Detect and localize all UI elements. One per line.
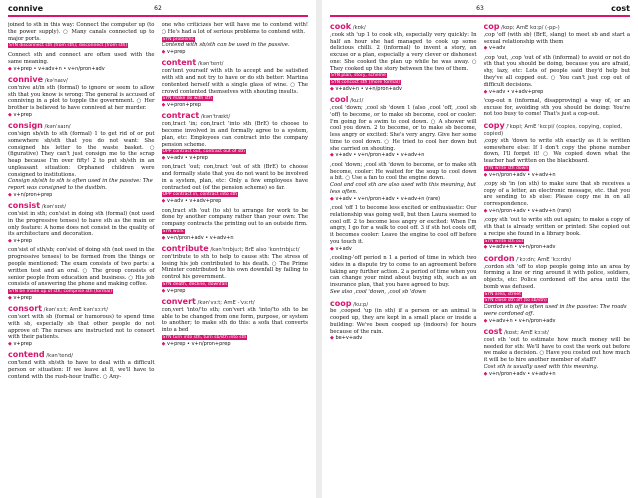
grammar-pattern-text: v+adv xyxy=(488,45,506,52)
dictionary-entry xyxy=(330,205,477,252)
headword-line xyxy=(484,121,631,138)
grammar-pattern xyxy=(162,288,309,294)
synonym-tag: SYN write sth out xyxy=(484,238,524,244)
diamond-icon: ◆ xyxy=(8,238,14,245)
definition-text: ,copy sb 'in (on sth) to make sure that sb receives a copy of a letter, an electronic message, etc. that you are sending to sb else: Please copy me in on all correspondence. xyxy=(483,180,630,208)
definition-text: con,tract 'out; con,tract 'out of sth (BrE) to choose and formally state that you do not want to be involved in a system, plan, etc: Only a few employees have contracted out (of the pension scheme) so far. xyxy=(161,164,308,191)
definition-text: Connect sth and connect are often used with the same meaning. xyxy=(8,52,155,65)
right-page-column-1 xyxy=(330,22,477,494)
dictionary-entry xyxy=(484,121,631,178)
headword: cordon xyxy=(483,253,515,263)
dictionary-entry xyxy=(8,201,155,244)
headword: consort xyxy=(8,304,42,314)
synonym-line xyxy=(162,228,309,235)
grammar-pattern xyxy=(8,112,155,118)
synonym-tag: OPP contract in, contract into sth xyxy=(162,192,238,198)
running-head-right: cost xyxy=(611,4,630,13)
synonym-tag: SYN be made up of sth; comprise sth (formal) xyxy=(9,289,112,295)
grammar-pattern-text: v+adv+n • v+n/pron+adv xyxy=(488,317,556,324)
grammar-pattern xyxy=(8,66,155,72)
grammar-pattern-text: v+pron+prep xyxy=(166,102,201,109)
right-page-header xyxy=(330,3,630,17)
pronunciation: /kuːp/ xyxy=(353,301,369,308)
grammar-pattern xyxy=(484,244,631,250)
definition-text: con,vert 'into/'to sth; con'vert sth 'into/'to sth to be able to be changed from one form, purpose, or system to another; to make sth do this: a sofa that converts into a bed xyxy=(161,306,308,334)
grammar-pattern-text: v+adv • v+adv+prep xyxy=(488,88,544,95)
headword-line xyxy=(162,297,309,307)
dictionary-entry xyxy=(484,55,631,95)
definition-text: ,cook sth 'up 1 to cook sth, especially very quickly: In half an hour she had managed to cook up some delicious chilli. 2 (informal) to invent a story, an excuse or a plan, especially a very clever or dishonest one: She cooked the plan up while he was away. ○ They cooked up the story between the two of them. xyxy=(330,31,477,72)
diamond-icon: ◆ xyxy=(483,88,489,95)
grammar-pattern xyxy=(162,49,309,55)
diamond-icon: ◆ xyxy=(161,234,167,241)
diamond-icon: ◆ xyxy=(161,49,167,56)
headword: cool xyxy=(330,95,349,105)
diamond-icon: ◆ xyxy=(161,155,167,162)
headword: cop xyxy=(483,22,500,31)
definition-text: ,cop 'off (with sb) (BrE, slang) to meet sb and start a sexual relationship with them xyxy=(483,31,630,45)
left-page-column-2 xyxy=(162,22,309,494)
headword-line xyxy=(330,95,477,105)
synonym-line xyxy=(162,281,309,288)
synonym-tag: SYN close sth off (to sb/sth) xyxy=(484,298,547,304)
grammar-pattern xyxy=(484,318,631,324)
right-page-column-2 xyxy=(484,22,631,494)
synonym-tag: SYN write sth down xyxy=(484,165,529,171)
grammar-pattern xyxy=(484,208,631,214)
grammar-pattern-text: v+adv • v+n/pron+adv • v+adv+n (rare) xyxy=(335,195,441,202)
synonym-tag: OPP contract out, contract out of sth xyxy=(162,149,245,155)
headword-line xyxy=(484,22,631,32)
synonym-line xyxy=(162,148,309,155)
pronunciation: /kənˈsaɪn/ xyxy=(44,124,71,131)
synonym-line xyxy=(484,238,631,245)
definition-text: one who criticizes her will have me to contend with! ○ He's had a lot of serious problems to contend with. xyxy=(161,22,308,35)
headword: contend xyxy=(8,350,45,360)
pronunciation: /kɒp; AmE kɑːp/ (-pp-) xyxy=(501,25,560,31)
dictionary-entry xyxy=(330,299,477,342)
diamond-icon: ◆ xyxy=(483,171,489,178)
synonym-line xyxy=(484,297,631,304)
headword: convert xyxy=(161,297,196,307)
grammar-pattern-text: v+n/pron+adv • v+adv+n xyxy=(488,171,556,178)
pronunciation: /kɒst; AmE kɔːst/ xyxy=(504,330,549,337)
synonym-line xyxy=(8,288,155,295)
headword-line xyxy=(484,254,631,264)
dictionary-entry xyxy=(484,22,631,52)
dictionary-entry xyxy=(484,98,631,118)
grammar-pattern xyxy=(8,341,155,347)
grammar-pattern xyxy=(484,172,631,178)
diamond-icon: ◆ xyxy=(8,341,14,348)
headword-line xyxy=(162,244,309,254)
grammar-pattern xyxy=(162,235,309,241)
left-page-header xyxy=(8,3,308,17)
diamond-icon: ◆ xyxy=(8,111,14,118)
dictionary-entry xyxy=(484,327,631,377)
diamond-icon: ◆ xyxy=(330,85,336,92)
definition-text: be ,cooped 'up (in sth) if a person or an animal is cooped up, they are kept in a small place or inside a building: We've been cooped up (indoors) for hours because of the rain. xyxy=(330,308,477,335)
grammar-pattern xyxy=(8,192,155,198)
headword: cost xyxy=(483,327,503,337)
page-number-left: 62 xyxy=(154,5,162,12)
grammar-pattern-text: v+prep xyxy=(13,341,32,348)
grammar-pattern xyxy=(8,295,155,301)
synonym-line xyxy=(162,95,309,102)
grammar-pattern-text: v+prep xyxy=(13,238,32,245)
pronunciation: /kʊk/ xyxy=(352,25,366,31)
headword-line xyxy=(162,111,309,121)
grammar-pattern-text: be+v+adv xyxy=(335,335,363,342)
headword-line xyxy=(484,327,631,337)
dictionary-entry xyxy=(162,297,309,347)
definition-text: con'sist of sth/sb; con'sist of doing sth (not used in the progressive tenses) to be formed from the things or people mentioned: The exam consists of two parts: a written test and an oral. ○ The group consists of senior people from education and business. ○ His job consists of answering the phone and making coffee. xyxy=(8,247,155,288)
definition-text: con'tend with sb/sth to have to deal with a difficult person or situation: If we leave at 8, we'll have to contend with the rush-hour traffic. ○ Any- xyxy=(8,360,155,380)
usage-note: Consign sb/sth to sth is often used in the passive: The report was consigned to the dustbin. xyxy=(8,178,153,192)
pronunciation: /kənˈtent/ xyxy=(197,61,224,68)
diamond-icon: ◆ xyxy=(483,370,489,377)
diamond-icon: ◆ xyxy=(161,287,167,294)
synonym-line xyxy=(162,334,309,341)
dictionary-entry xyxy=(8,75,155,118)
grammar-pattern-text: v+prep • v+n/pron+prep xyxy=(166,340,231,347)
headword-line xyxy=(162,58,309,68)
synonym-tag: SYN disconnect sth (from sth); disconnect (from sth) xyxy=(9,43,128,49)
grammar-pattern-text: v+adv • v+prep xyxy=(166,155,208,162)
headword-line xyxy=(330,22,477,32)
grammar-pattern xyxy=(162,198,309,204)
pronunciation: /ˈkɔːdn; AmE ˈkɔːrdn/ xyxy=(516,256,572,263)
grammar-pattern xyxy=(330,246,477,252)
definition-text: con'sort with sb (formal or humorous) to spend time with sb, especially sb that other people do not approve of: The nurses are instructed not to consort with their patients. xyxy=(8,313,155,341)
pronunciation: /kənˈsɪst/ xyxy=(41,204,66,211)
diamond-icon: ◆ xyxy=(330,152,336,159)
dictionary-entry xyxy=(8,247,155,301)
synonym-line xyxy=(330,79,477,86)
headword: contribute xyxy=(161,244,209,254)
dictionary-entry xyxy=(484,254,631,324)
diamond-icon: ◆ xyxy=(483,208,489,215)
synonym-tag: SYN work xyxy=(162,228,184,234)
pronunciation: /kənˈtrɪbjuːt; BrE also ˈkɒntrɪbjuːt/ xyxy=(210,247,300,254)
running-head-left: connive xyxy=(8,4,44,13)
grammar-pattern xyxy=(484,89,631,95)
definition-text: ,cool 'down; ,cool sth 'down to become, or to make sth become, cooler: He waited for the soup to cool down a bit. ○ Use a fan to cool the engine down. xyxy=(330,161,477,182)
synonym-tag: SYN problems xyxy=(162,36,194,42)
synonym-line xyxy=(484,291,631,298)
grammar-pattern-text: v+n/pron+adv • v+adv+n xyxy=(488,370,556,377)
dictionary-entry xyxy=(8,52,155,72)
grammar-pattern-text: v+prep xyxy=(13,111,32,118)
definition-text: ,copy sth 'out to write sth out again; to make a copy of sth that is already written or printed: She copied out a recipe she found in a library book. xyxy=(483,217,630,237)
grammar-pattern xyxy=(330,335,477,341)
diamond-icon: ◆ xyxy=(330,195,336,202)
grammar-pattern xyxy=(162,155,309,161)
synonym-tag: SYN death, decline, downfall xyxy=(162,281,227,287)
grammar-pattern-text: v+prep • v+adv+n • v+n/pron+adv xyxy=(13,65,105,72)
headword-line xyxy=(8,75,155,85)
dictionary-entry xyxy=(330,95,477,159)
diamond-icon: ◆ xyxy=(330,335,336,342)
grammar-pattern-text: v+prep xyxy=(13,294,32,301)
headword: cook xyxy=(330,22,352,31)
grammar-pattern-text: v+prep xyxy=(166,287,186,294)
definition-text: con,tract sth 'out (to sb) to arrange for work to be done by another company rather than your own: The company contracts the printing out to an outside firm. xyxy=(161,207,308,228)
left-page-column-1 xyxy=(8,22,155,494)
pronunciation: /kənˈtend/ xyxy=(46,353,74,360)
pronunciation: /kənˈsɔːt; AmE kənˈsɔːrt/ xyxy=(43,307,109,314)
synonym-line xyxy=(484,165,631,172)
dictionary-entry xyxy=(330,162,477,202)
grammar-pattern-text: v+prep xyxy=(166,49,186,56)
grammar-pattern xyxy=(8,238,155,244)
pronunciation: /kəˈnaɪv/ xyxy=(44,77,68,84)
grammar-pattern-text: v+adv+n • v+n/pron+adv xyxy=(335,85,403,92)
pronunciation: /kənˈtrækt/ xyxy=(200,114,231,121)
definition-text: con'tribute to sth to help to cause sth: The stress of losing his job contributed to his death. ○ The Prime Minister contributed to his own downfall by failing to control his government. xyxy=(161,253,308,281)
synonym-line xyxy=(330,72,477,79)
usage-note: Cost sth is usually used with this meaning. xyxy=(483,363,599,370)
grammar-pattern xyxy=(484,45,631,51)
synonym-line xyxy=(162,191,309,198)
pronunciation: /kənˈvɜːt; AmE -ˈvɜːrt/ xyxy=(197,300,255,307)
headword: connive xyxy=(8,74,44,84)
headword: consign xyxy=(8,121,43,131)
headword: consist xyxy=(8,201,41,211)
diamond-icon: ◆ xyxy=(8,65,14,72)
headword: coop xyxy=(330,298,352,308)
dictionary-entry xyxy=(162,58,309,108)
diamond-icon: ◆ xyxy=(483,45,489,52)
diamond-icon: ◆ xyxy=(330,245,336,252)
usage-note: Cool and cool sth are also used with this meaning, but less often. xyxy=(330,182,477,195)
usage-note: Cordon sth off is often used in the passive: The roads were cordoned off. xyxy=(483,304,627,317)
grammar-pattern-text: v+n/pron+prep xyxy=(13,191,53,198)
dictionary-entry xyxy=(484,217,631,250)
definition-text: con'sign sb/sth to sth (formal) 1 to get rid of or put somewhere sb/sth that you do not want: She consigned his letter to the waste basket. ○ (figurative) They can't just consign me to the scrap heap because I'm over fifty! 2 to put sb/sth in an unpleasant situation: Orphaned children were consigned to institutions. xyxy=(8,130,155,178)
headword-line xyxy=(8,304,155,314)
left-page xyxy=(0,0,316,498)
diamond-icon: ◆ xyxy=(161,102,167,109)
grammar-pattern-text: v+adv+n • v+n/pron+adv xyxy=(488,244,556,251)
headword: copy xyxy=(483,121,505,131)
diamond-icon: ◆ xyxy=(483,244,489,251)
definition-text: con'nive at/in sth (formal) to ignore or seem to allow sth that you know is wrong: The general is accused of conniving in a plot to topple the government. ○ Her brother is believed to have connived at her murder. xyxy=(8,84,155,112)
grammar-pattern-text: v+adv xyxy=(335,245,352,252)
pronunciation: /ˈkɒpi; AmE ˈkɑːpi/ (copies, copying, copied, copied) xyxy=(483,124,623,137)
dictionary-entry xyxy=(162,164,309,204)
synonym-tag: SYN concoct sth (more formal) xyxy=(331,80,400,86)
grammar-pattern xyxy=(162,341,309,347)
grammar-pattern xyxy=(484,371,631,377)
synonym-tag: SYN plan, story, scheme xyxy=(331,73,386,79)
definition-text: con,tract 'in; con,tract 'into sth (BrE) to choose to become involved in and formally agree to a system, plan, etc: Employees can contract into the company pension scheme. xyxy=(161,121,308,148)
definition-text: ,cool 'off 1 to become less excited or enthusiastic: Our relationship was going well, but then Laura seemed to cool off. 2 to become less angry or excited: When I'm angry, I go for a walk to cool off. 3 if sth hot cools off, it becomes cooler: Leave the engine to cool off before you touch it. xyxy=(330,205,477,245)
diamond-icon: ◆ xyxy=(161,340,167,347)
definition-text: ,cop 'out, ,cop 'out of sth (informal) to avoid or not do sth that you should be doing, because you are afraid, shy, lazy, etc: Lots of people said they'd help but they've all copped out. ○ You can't just cop out of difficult decisions. xyxy=(483,54,630,88)
synonym-tag: SYN make do with sth xyxy=(162,96,212,102)
synonym-tag: SYN turn into sth, turn sb/sth into sth xyxy=(162,334,247,340)
definition-text: con'tent yourself with sth to accept and be satisfied with sth and not try to have or do sth better: Martina contented herself with a single glass of wine. ○ The crowd contented themselves with shouting insults. xyxy=(161,68,308,95)
definition-text: joined to sth in this way: Connect the computer up (to the power supply). ○ Many canals connected up to major ports. xyxy=(8,22,155,42)
diamond-icon: ◆ xyxy=(161,198,167,205)
definition-text: ,cooling-'off period n 1 a period of time in which two sides in a dispute try to come to an agreement before taking any further action. 2 a period of time when you can change your mind about buying sth, such as an insurance plan, that you have agreed to buy. xyxy=(330,255,477,289)
headword: contract xyxy=(161,111,200,121)
usage-note: Contend with sb/sth can be used in the passive. xyxy=(161,42,290,49)
dictionary-entry xyxy=(162,111,309,161)
definition-text: ,cordon sth 'off to stop people going into an area by forming a line or ring around it with police, soldiers, objects, etc: Police cordoned off the area until the bomb was defused. xyxy=(483,263,630,290)
grammar-pattern xyxy=(330,86,477,92)
headword: content xyxy=(161,58,197,68)
grammar-pattern-text: v+adv • v+adv+prep xyxy=(166,198,222,205)
headword-line xyxy=(8,201,155,211)
grammar-pattern xyxy=(330,152,477,158)
grammar-pattern xyxy=(162,102,309,108)
diamond-icon: ◆ xyxy=(483,317,489,324)
dictionary-entry xyxy=(8,350,155,380)
dictionary-entry xyxy=(8,22,155,49)
pronunciation: /kuːl/ xyxy=(350,98,364,105)
dictionary-entry xyxy=(8,121,155,198)
dictionary-entry xyxy=(8,304,155,347)
definition-text: con'sist in sth; con'sist in doing sth (formal) (not used in the progressive tenses) to have sth as the main or only feature: A home does not consist in the quality of its architecture and decoration. xyxy=(8,211,155,238)
definition-text: cost sth 'out to estimate how much money will be needed for sth: We'll have to cost the work out before we make a decision. ○ Have you costed out how much it will be to hire another member of staff? xyxy=(483,336,630,364)
synonym-line xyxy=(8,42,155,49)
synonym-tag: SYN area, street xyxy=(484,291,521,297)
right-page xyxy=(322,0,638,498)
synonym-line xyxy=(162,36,309,43)
headword-line xyxy=(330,299,477,309)
diamond-icon: ◆ xyxy=(8,294,14,301)
diamond-icon: ◆ xyxy=(8,191,14,198)
dictionary-entry xyxy=(484,181,631,214)
definition-text: ,cool 'down; ,cool sb 'down 1 (also ,cool 'off, ,cool sb 'off) to become, or to make sb become, cool or cooler: I'm going for a swim to cool down. ○ A shower will cool you down. 2 to become, or to make sb become, less angry or excited: She's very angry. Give her some time to cool down. ○ He tried to cool her down but she carried on shouting. xyxy=(330,105,477,152)
page-number-right: 63 xyxy=(476,5,484,12)
headword-line xyxy=(8,350,155,360)
dictionary-entry xyxy=(330,22,477,92)
grammar-pattern-text: v+n/pron+adv • v+adv+n (rare) xyxy=(488,208,572,215)
definition-text: ,copy sth 'down to write sth exactly as it is written somewhere else: If I don't copy the phone number down, I'll forget it! ○ We copied down what the teacher had written on the blackboard. xyxy=(483,137,630,165)
usage-note: See also ,cool 'down, ,cool sb 'down xyxy=(330,288,426,295)
grammar-pattern-text: v+n/pron+adv • v+adv+n xyxy=(166,234,234,241)
headword-line xyxy=(8,121,155,131)
grammar-pattern-text: v+adv • v+n/pron+adv • v+adv+n xyxy=(335,152,425,159)
dictionary-entry xyxy=(330,255,477,296)
dictionary-entry xyxy=(162,208,309,241)
dictionary-entry xyxy=(162,22,309,55)
dictionary-entry xyxy=(162,244,309,294)
grammar-pattern xyxy=(330,196,477,202)
definition-text: 'cop-out n (informal, disapproving) a way of, or an excuse for, avoiding sth you should be doing: You're not too busy to come! That's just a cop-out. xyxy=(483,97,630,118)
